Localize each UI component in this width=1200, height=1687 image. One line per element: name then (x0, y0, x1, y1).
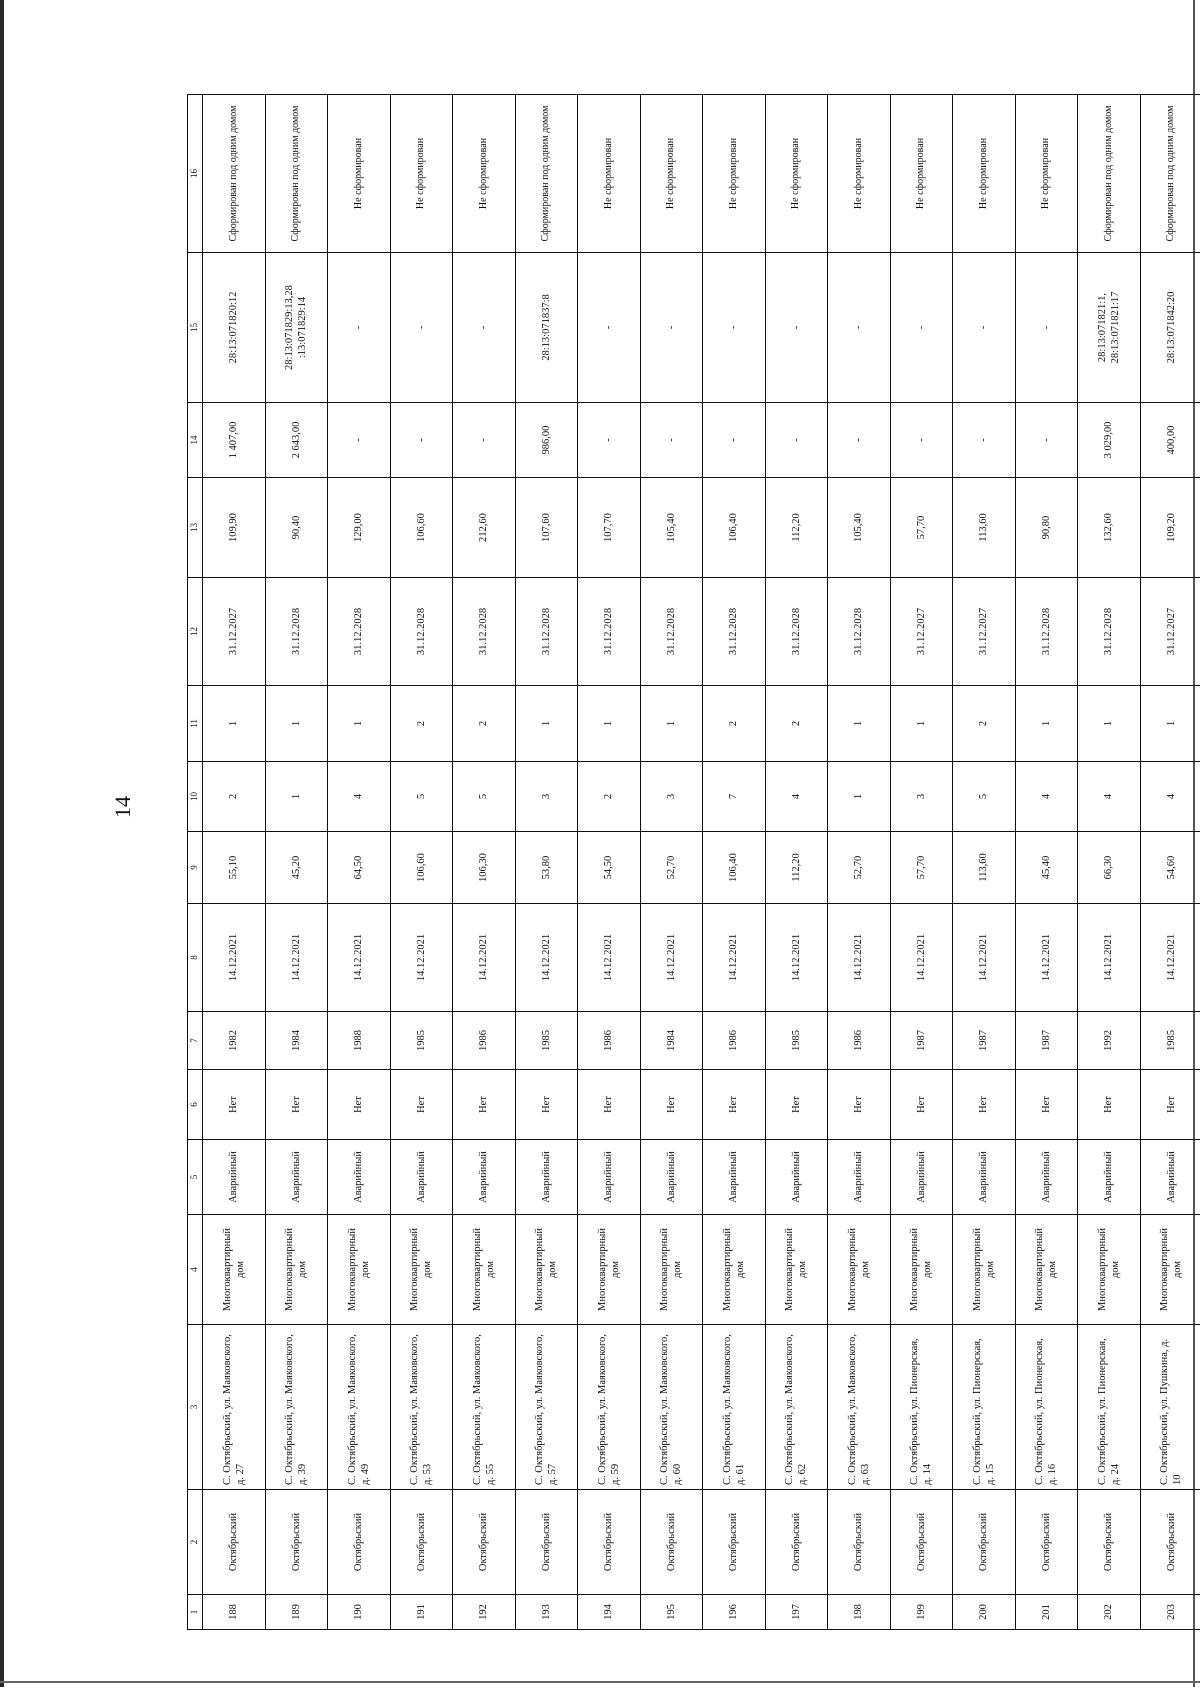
address-cell: С. Октябрьский, ул. Маяковского, д. 49 (328, 1325, 391, 1490)
table-body (203, 95, 1200, 1630)
cultural-heritage-cell: Нет (640, 1070, 703, 1140)
recognition-date-cell: 14.12.2021 (890, 904, 953, 1012)
living-area-cell: 45,20 (265, 832, 328, 904)
land-plot-status-cell: Сформирован под одним домом (1078, 95, 1141, 253)
building-type-cell: Многоквартирный дом (1015, 1215, 1078, 1325)
total-area-cell: 106,60 (390, 478, 453, 578)
table-row (203, 95, 266, 1630)
land-plot-status-cell: Не сформирован (640, 95, 703, 253)
recognition-date-cell: 14.12.2021 (953, 904, 1016, 1012)
land-plot-status-cell: Не сформирован (390, 95, 453, 253)
recognition-date-cell: 14.12.2021 (703, 904, 766, 1012)
total-area-cell: 90,40 (265, 478, 328, 578)
cadastral-number-cell: 28:13:071821:1, 28:13:071821:17 (1078, 253, 1141, 403)
residents-count-cell: 7 (703, 762, 766, 832)
column-number-header: 8 (188, 904, 203, 1012)
recognition-date-cell: 14.12.2021 (203, 904, 266, 1012)
cadastral-number-cell: - (890, 253, 953, 403)
year-built-cell: 1985 (515, 1012, 578, 1070)
building-type-cell: Многоквартирный дом (953, 1215, 1016, 1325)
residents-count-cell: 4 (765, 762, 828, 832)
land-plot-status-cell: Не сформирован (765, 95, 828, 253)
year-built-cell: 1987 (953, 1012, 1016, 1070)
cultural-heritage-cell: Нет (1015, 1070, 1078, 1140)
building-condition-cell: Аварийный (828, 1140, 891, 1215)
apartments-count-cell: 1 (1015, 686, 1078, 762)
cultural-heritage-cell: Нет (890, 1070, 953, 1140)
residents-count-cell: 4 (1078, 762, 1141, 832)
district-cell: Октябрьский (953, 1490, 1016, 1595)
land-plot-status-cell: Сформирован под одним домом (203, 95, 266, 253)
row-number-cell: 193 (515, 1595, 578, 1630)
land-area-cell: - (953, 403, 1016, 478)
building-condition-cell: Аварийный (1078, 1140, 1141, 1215)
year-built-cell: 1986 (578, 1012, 641, 1070)
table-row (578, 95, 641, 1630)
building-type-cell: Многоквартирный дом (203, 1215, 266, 1325)
building-type-cell: Многоквартирный дом (890, 1215, 953, 1325)
column-number-header: 9 (188, 832, 203, 904)
total-area-cell: 212,60 (453, 478, 516, 578)
address-cell: С. Октябрьский, ул. Пушкина, д. 10 (1140, 1325, 1200, 1490)
residents-count-cell: 1 (828, 762, 891, 832)
total-area-cell: 105,40 (640, 478, 703, 578)
total-area-cell: 129,00 (328, 478, 391, 578)
cultural-heritage-cell: Нет (328, 1070, 391, 1140)
row-number-cell: 192 (453, 1595, 516, 1630)
header-row (188, 95, 203, 1630)
building-type-cell: Многоквартирный дом (265, 1215, 328, 1325)
row-number-cell: 194 (578, 1595, 641, 1630)
district-cell: Октябрьский (328, 1490, 391, 1595)
building-type-cell: Многоквартирный дом (515, 1215, 578, 1325)
land-area-cell: - (703, 403, 766, 478)
land-area-cell: - (1015, 403, 1078, 478)
table-row (890, 95, 953, 1630)
residents-count-cell: 4 (1140, 762, 1200, 832)
cultural-heritage-cell: Нет (953, 1070, 1016, 1140)
recognition-date-cell: 14.12.2021 (828, 904, 891, 1012)
living-area-cell: 106,60 (390, 832, 453, 904)
cadastral-number-cell: - (640, 253, 703, 403)
building-condition-cell: Аварийный (265, 1140, 328, 1215)
apartments-count-cell: 1 (640, 686, 703, 762)
row-number-cell: 201 (1015, 1595, 1078, 1630)
building-type-cell: Многоквартирный дом (1078, 1215, 1141, 1325)
column-number-header: 1 (188, 1595, 203, 1630)
address-cell: С. Октябрьский, ул. Маяковского, д. 59 (578, 1325, 641, 1490)
table-row (953, 95, 1016, 1630)
row-number-cell: 200 (953, 1595, 1016, 1630)
row-number-cell: 198 (828, 1595, 891, 1630)
table-row (453, 95, 516, 1630)
residents-count-cell: 2 (578, 762, 641, 832)
land-area-cell: - (890, 403, 953, 478)
residents-count-cell: 5 (953, 762, 1016, 832)
building-type-cell: Многоквартирный дом (328, 1215, 391, 1325)
address-cell: С. Октябрьский, ул. Маяковского, д. 55 (453, 1325, 516, 1490)
land-area-cell: - (328, 403, 391, 478)
building-condition-cell: Аварийный (515, 1140, 578, 1215)
recognition-date-cell: 14.12.2021 (1078, 904, 1141, 1012)
residents-count-cell: 2 (203, 762, 266, 832)
resettlement-date-cell: 31.12.2027 (1140, 578, 1200, 686)
column-number-header: 4 (188, 1215, 203, 1325)
land-plot-status-cell: Не сформирован (828, 95, 891, 253)
district-cell: Октябрьский (640, 1490, 703, 1595)
registry-table (187, 94, 1200, 1630)
row-number-cell: 202 (1078, 1595, 1141, 1630)
recognition-date-cell: 14.12.2021 (328, 904, 391, 1012)
land-plot-status-cell: Не сформирован (328, 95, 391, 253)
table-row (265, 95, 328, 1630)
recognition-date-cell: 14.12.2021 (1015, 904, 1078, 1012)
row-number-cell: 199 (890, 1595, 953, 1630)
apartments-count-cell: 1 (578, 686, 641, 762)
total-area-cell: 107,60 (515, 478, 578, 578)
row-number-cell: 195 (640, 1595, 703, 1630)
district-cell: Октябрьский (765, 1490, 828, 1595)
row-number-cell: 196 (703, 1595, 766, 1630)
apartments-count-cell: 2 (453, 686, 516, 762)
resettlement-date-cell: 31.12.2028 (578, 578, 641, 686)
total-area-cell: 132,60 (1078, 478, 1141, 578)
apartments-count-cell: 1 (265, 686, 328, 762)
living-area-cell: 112,20 (765, 832, 828, 904)
column-number-header: 15 (188, 253, 203, 403)
year-built-cell: 1985 (390, 1012, 453, 1070)
column-number-header: 5 (188, 1140, 203, 1215)
cadastral-number-cell: - (453, 253, 516, 403)
total-area-cell: 109,90 (203, 478, 266, 578)
table-row (1140, 95, 1200, 1630)
building-condition-cell: Аварийный (953, 1140, 1016, 1215)
building-condition-cell: Аварийный (765, 1140, 828, 1215)
apartments-count-cell: 1 (1078, 686, 1141, 762)
living-area-cell: 54,50 (578, 832, 641, 904)
apartments-count-cell: 2 (390, 686, 453, 762)
building-condition-cell: Аварийный (890, 1140, 953, 1215)
table-row (328, 95, 391, 1630)
apartments-count-cell: 1 (515, 686, 578, 762)
column-number-header: 10 (188, 762, 203, 832)
year-built-cell: 1992 (1078, 1012, 1141, 1070)
land-plot-status-cell: Не сформирован (890, 95, 953, 253)
address-cell: С. Октябрьский, ул. Маяковского, д. 57 (515, 1325, 578, 1490)
recognition-date-cell: 14.12.2021 (453, 904, 516, 1012)
building-type-cell: Многоквартирный дом (1140, 1215, 1200, 1325)
cultural-heritage-cell: Нет (515, 1070, 578, 1140)
recognition-date-cell: 14.12.2021 (1140, 904, 1200, 1012)
land-plot-status-cell: Не сформирован (703, 95, 766, 253)
building-condition-cell: Аварийный (390, 1140, 453, 1215)
living-area-cell: 66,30 (1078, 832, 1141, 904)
year-built-cell: 1984 (265, 1012, 328, 1070)
land-area-cell: - (453, 403, 516, 478)
cultural-heritage-cell: Нет (453, 1070, 516, 1140)
row-number-cell: 191 (390, 1595, 453, 1630)
land-plot-status-cell: Не сформирован (453, 95, 516, 253)
rotated-table-container (187, 95, 1200, 1630)
cadastral-number-cell: - (828, 253, 891, 403)
resettlement-date-cell: 31.12.2027 (203, 578, 266, 686)
table-row (703, 95, 766, 1630)
total-area-cell: 113,60 (953, 478, 1016, 578)
land-area-cell: 3 029,00 (1078, 403, 1141, 478)
resettlement-date-cell: 31.12.2028 (1078, 578, 1141, 686)
building-condition-cell: Аварийный (703, 1140, 766, 1215)
district-cell: Октябрьский (390, 1490, 453, 1595)
apartments-count-cell: 1 (328, 686, 391, 762)
residents-count-cell: 4 (328, 762, 391, 832)
building-condition-cell: Аварийный (640, 1140, 703, 1215)
apartments-count-cell: 1 (1140, 686, 1200, 762)
cadastral-number-cell: 28:13:071842:20 (1140, 253, 1200, 403)
residents-count-cell: 5 (390, 762, 453, 832)
living-area-cell: 106,40 (703, 832, 766, 904)
living-area-cell: 52,70 (828, 832, 891, 904)
apartments-count-cell: 1 (890, 686, 953, 762)
year-built-cell: 1986 (703, 1012, 766, 1070)
year-built-cell: 1984 (640, 1012, 703, 1070)
year-built-cell: 1988 (328, 1012, 391, 1070)
living-area-cell: 106,30 (453, 832, 516, 904)
address-cell: С. Октябрьский, ул. Маяковского, д. 61 (703, 1325, 766, 1490)
land-area-cell: 1 407,00 (203, 403, 266, 478)
resettlement-date-cell: 31.12.2028 (328, 578, 391, 686)
district-cell: Октябрьский (890, 1490, 953, 1595)
address-cell: С. Октябрьский, ул. Маяковского, д. 53 (390, 1325, 453, 1490)
resettlement-date-cell: 31.12.2027 (890, 578, 953, 686)
cadastral-number-cell: - (578, 253, 641, 403)
resettlement-date-cell: 31.12.2028 (765, 578, 828, 686)
building-type-cell: Многоквартирный дом (828, 1215, 891, 1325)
total-area-cell: 107,70 (578, 478, 641, 578)
address-cell: С. Октябрьский, ул. Маяковского, д. 60 (640, 1325, 703, 1490)
recognition-date-cell: 14.12.2021 (515, 904, 578, 1012)
cadastral-number-cell: 28:13:071837:8 (515, 253, 578, 403)
residents-count-cell: 3 (515, 762, 578, 832)
table-row (765, 95, 828, 1630)
cadastral-number-cell: - (1015, 253, 1078, 403)
address-cell: С. Октябрьский, ул. Пионерская, д. 14 (890, 1325, 953, 1490)
apartments-count-cell: 2 (953, 686, 1016, 762)
resettlement-date-cell: 31.12.2028 (390, 578, 453, 686)
living-area-cell: 45,40 (1015, 832, 1078, 904)
land-plot-status-cell: Сформирован под одним домом (1140, 95, 1200, 253)
living-area-cell: 55,10 (203, 832, 266, 904)
district-cell: Октябрьский (265, 1490, 328, 1595)
cultural-heritage-cell: Нет (703, 1070, 766, 1140)
scan-edge-bottom (0, 1681, 1200, 1683)
district-cell: Октябрьский (203, 1490, 266, 1595)
land-area-cell: 986,00 (515, 403, 578, 478)
resettlement-date-cell: 31.12.2028 (640, 578, 703, 686)
cultural-heritage-cell: Нет (203, 1070, 266, 1140)
cultural-heritage-cell: Нет (765, 1070, 828, 1140)
residents-count-cell: 5 (453, 762, 516, 832)
table-row (1015, 95, 1078, 1630)
building-type-cell: Многоквартирный дом (640, 1215, 703, 1325)
district-cell: Октябрьский (703, 1490, 766, 1595)
land-area-cell: 400,00 (1140, 403, 1200, 478)
year-built-cell: 1986 (453, 1012, 516, 1070)
cadastral-number-cell: 28:13:071820:12 (203, 253, 266, 403)
resettlement-date-cell: 31.12.2028 (453, 578, 516, 686)
resettlement-date-cell: 31.12.2027 (953, 578, 1016, 686)
living-area-cell: 52,70 (640, 832, 703, 904)
building-type-cell: Многоквартирный дом (765, 1215, 828, 1325)
recognition-date-cell: 14.12.2021 (765, 904, 828, 1012)
cultural-heritage-cell: Нет (828, 1070, 891, 1140)
residents-count-cell: 3 (640, 762, 703, 832)
land-area-cell: 2 643,00 (265, 403, 328, 478)
district-cell: Октябрьский (1078, 1490, 1141, 1595)
total-area-cell: 109,20 (1140, 478, 1200, 578)
table-row (390, 95, 453, 1630)
living-area-cell: 64,50 (328, 832, 391, 904)
column-number-header: 13 (188, 478, 203, 578)
resettlement-date-cell: 31.12.2028 (265, 578, 328, 686)
column-number-header: 7 (188, 1012, 203, 1070)
land-area-cell: - (390, 403, 453, 478)
table-row (1078, 95, 1141, 1630)
district-cell: Октябрьский (1015, 1490, 1078, 1595)
cadastral-number-cell: - (703, 253, 766, 403)
year-built-cell: 1985 (1140, 1012, 1200, 1070)
district-cell: Октябрьский (1140, 1490, 1200, 1595)
row-number-cell: 190 (328, 1595, 391, 1630)
cultural-heritage-cell: Нет (1078, 1070, 1141, 1140)
building-condition-cell: Аварийный (328, 1140, 391, 1215)
column-number-header: 2 (188, 1490, 203, 1595)
building-condition-cell: Аварийный (1015, 1140, 1078, 1215)
year-built-cell: 1982 (203, 1012, 266, 1070)
address-cell: С. Октябрьский, ул. Пионерская, д. 15 (953, 1325, 1016, 1490)
row-number-cell: 188 (203, 1595, 266, 1630)
living-area-cell: 57,70 (890, 832, 953, 904)
recognition-date-cell: 14.12.2021 (640, 904, 703, 1012)
column-number-header: 14 (188, 403, 203, 478)
residents-count-cell: 1 (265, 762, 328, 832)
column-number-header: 11 (188, 686, 203, 762)
land-plot-status-cell: Не сформирован (953, 95, 1016, 253)
address-cell: С. Октябрьский, ул. Маяковского, д. 63 (828, 1325, 891, 1490)
building-type-cell: Многоквартирный дом (578, 1215, 641, 1325)
district-cell: Октябрьский (578, 1490, 641, 1595)
table-row (640, 95, 703, 1630)
column-number-header: 3 (188, 1325, 203, 1490)
building-type-cell: Многоквартирный дом (453, 1215, 516, 1325)
address-cell: С. Октябрьский, ул. Маяковского, д. 62 (765, 1325, 828, 1490)
cultural-heritage-cell: Нет (390, 1070, 453, 1140)
cultural-heritage-cell: Нет (1140, 1070, 1200, 1140)
column-number-header: 16 (188, 95, 203, 253)
land-plot-status-cell: Не сформирован (578, 95, 641, 253)
total-area-cell: 106,40 (703, 478, 766, 578)
land-area-cell: - (765, 403, 828, 478)
address-cell: С. Октябрьский, ул. Маяковского, д. 27 (203, 1325, 266, 1490)
apartments-count-cell: 1 (828, 686, 891, 762)
resettlement-date-cell: 31.12.2028 (828, 578, 891, 686)
column-number-header: 6 (188, 1070, 203, 1140)
address-cell: С. Октябрьский, ул. Маяковского, д. 39 (265, 1325, 328, 1490)
total-area-cell: 90,80 (1015, 478, 1078, 578)
land-plot-status-cell: Сформирован под одним домом (515, 95, 578, 253)
address-cell: С. Октябрьский, ул. Пионерская, д. 16 (1015, 1325, 1078, 1490)
living-area-cell: 113,60 (953, 832, 1016, 904)
district-cell: Октябрьский (453, 1490, 516, 1595)
row-number-cell: 197 (765, 1595, 828, 1630)
row-number-cell: 203 (1140, 1595, 1200, 1630)
building-type-cell: Многоквартирный дом (390, 1215, 453, 1325)
year-built-cell: 1987 (890, 1012, 953, 1070)
recognition-date-cell: 14.12.2021 (390, 904, 453, 1012)
district-cell: Октябрьский (828, 1490, 891, 1595)
apartments-count-cell: 2 (765, 686, 828, 762)
apartments-count-cell: 1 (203, 686, 266, 762)
resettlement-date-cell: 31.12.2028 (1015, 578, 1078, 686)
table-row (828, 95, 891, 1630)
cultural-heritage-cell: Нет (578, 1070, 641, 1140)
total-area-cell: 112,20 (765, 478, 828, 578)
land-area-cell: - (640, 403, 703, 478)
district-cell: Октябрьский (515, 1490, 578, 1595)
column-number-header: 12 (188, 578, 203, 686)
cadastral-number-cell: - (765, 253, 828, 403)
residents-count-cell: 3 (890, 762, 953, 832)
land-plot-status-cell: Не сформирован (1015, 95, 1078, 253)
building-condition-cell: Аварийный (1140, 1140, 1200, 1215)
land-plot-status-cell: Сформирован под одним домом (265, 95, 328, 253)
total-area-cell: 105,40 (828, 478, 891, 578)
living-area-cell: 54,60 (1140, 832, 1200, 904)
living-area-cell: 53,80 (515, 832, 578, 904)
total-area-cell: 57,70 (890, 478, 953, 578)
recognition-date-cell: 14.12.2021 (265, 904, 328, 1012)
scan-edge-left (0, 0, 4, 1687)
resettlement-date-cell: 31.12.2028 (515, 578, 578, 686)
table-row (515, 95, 578, 1630)
building-condition-cell: Аварийный (203, 1140, 266, 1215)
apartments-count-cell: 2 (703, 686, 766, 762)
cultural-heritage-cell: Нет (265, 1070, 328, 1140)
land-area-cell: - (828, 403, 891, 478)
recognition-date-cell: 14.12.2021 (578, 904, 641, 1012)
year-built-cell: 1986 (828, 1012, 891, 1070)
building-type-cell: Многоквартирный дом (703, 1215, 766, 1325)
land-area-cell: - (578, 403, 641, 478)
building-condition-cell: Аварийный (578, 1140, 641, 1215)
page-number: 14 (110, 796, 135, 818)
address-cell: С. Октябрьский, ул. Пионерская, д. 24 (1078, 1325, 1141, 1490)
cadastral-number-cell: - (390, 253, 453, 403)
year-built-cell: 1987 (1015, 1012, 1078, 1070)
residents-count-cell: 4 (1015, 762, 1078, 832)
cadastral-number-cell: - (328, 253, 391, 403)
building-condition-cell: Аварийный (453, 1140, 516, 1215)
cadastral-number-cell: - (953, 253, 1016, 403)
row-number-cell: 189 (265, 1595, 328, 1630)
resettlement-date-cell: 31.12.2028 (703, 578, 766, 686)
year-built-cell: 1985 (765, 1012, 828, 1070)
cadastral-number-cell: 28:13:071829:13,28 :13:071829:14 (265, 253, 328, 403)
